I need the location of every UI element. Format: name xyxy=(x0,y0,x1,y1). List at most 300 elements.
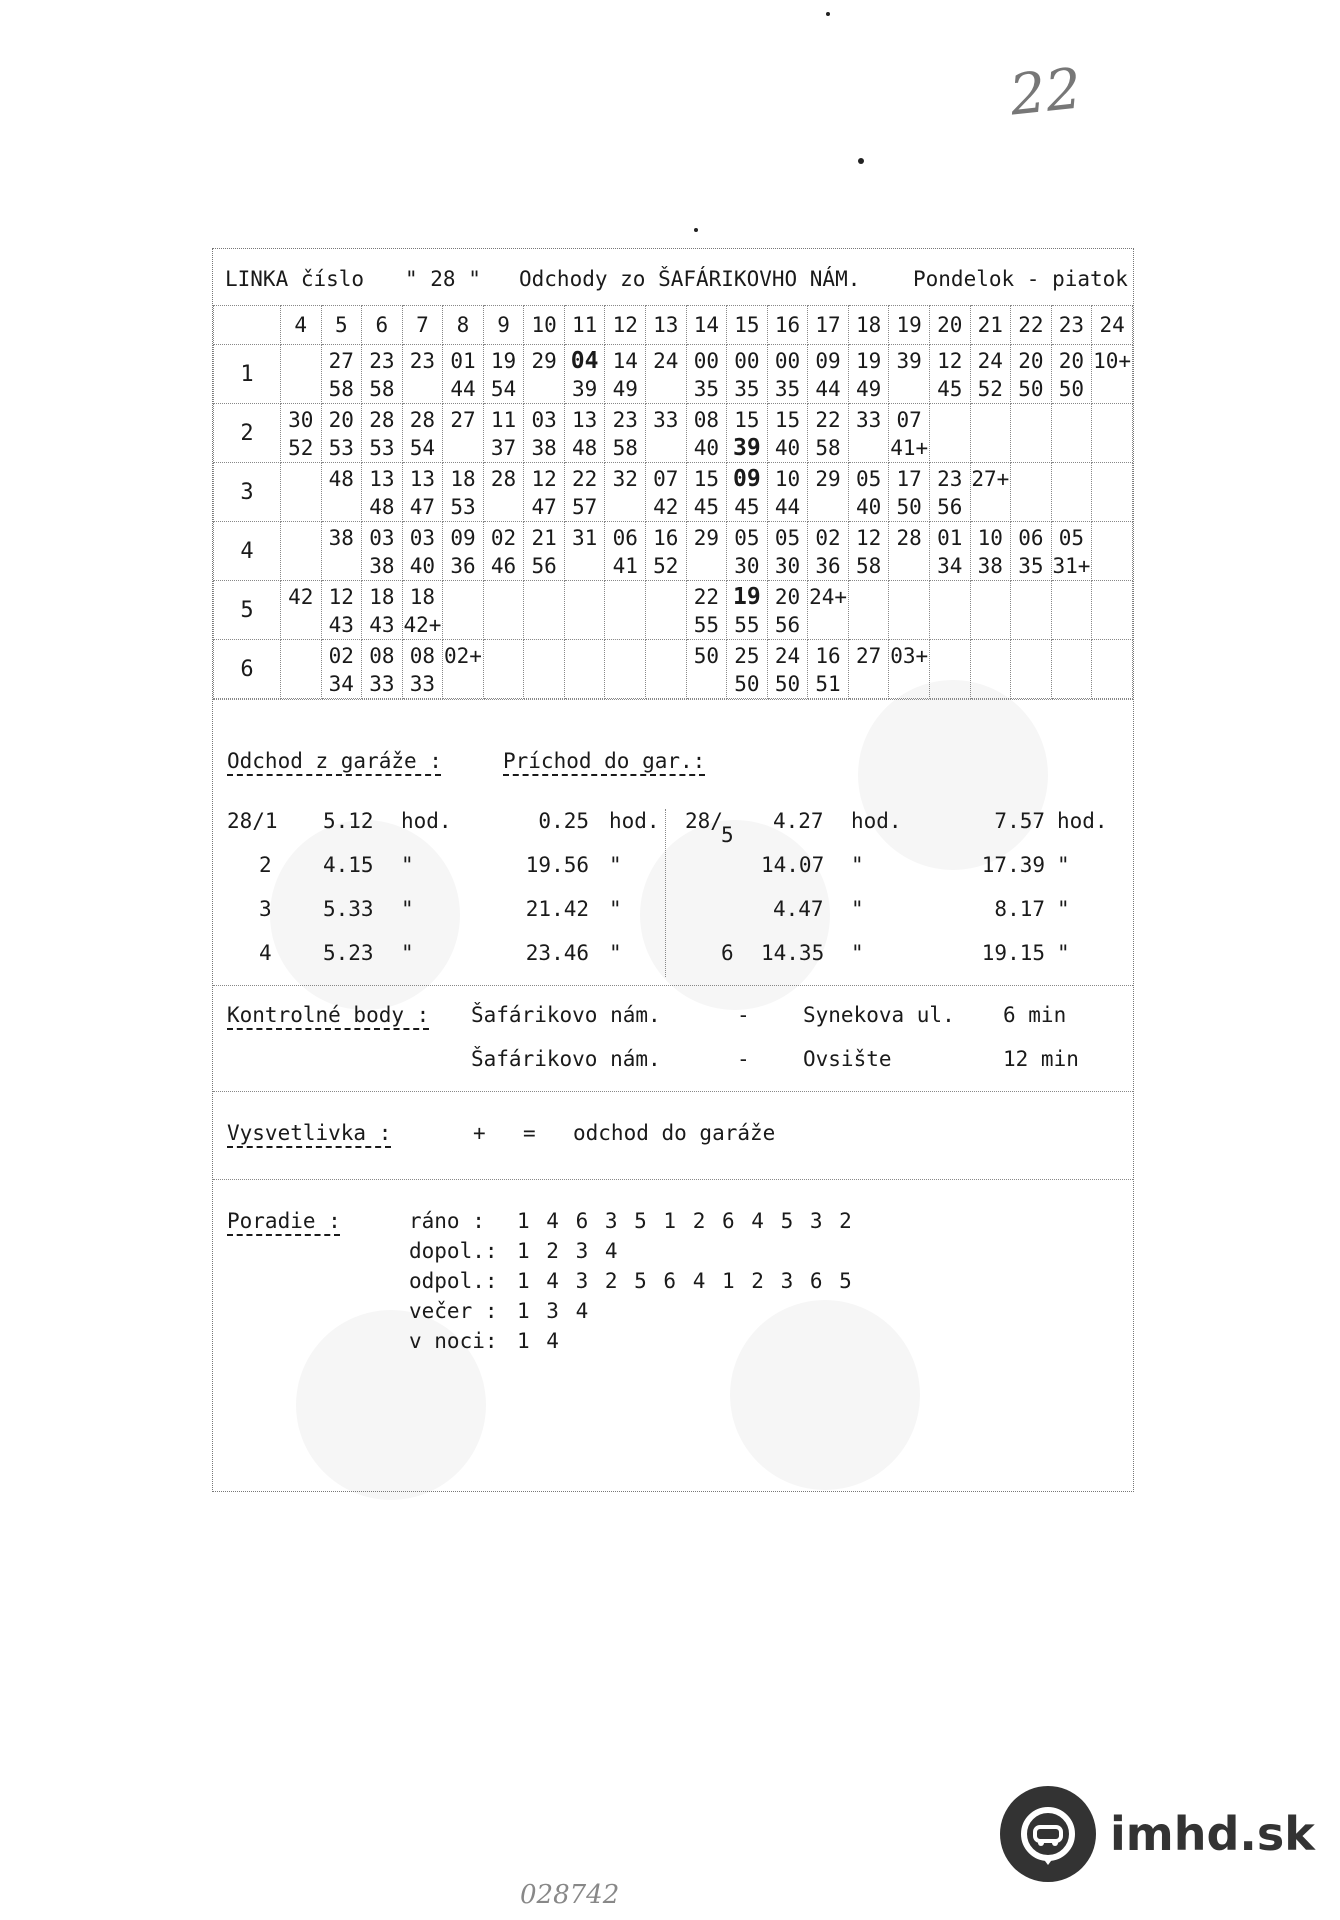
departure-minute xyxy=(971,670,1011,698)
departure-cell xyxy=(767,463,808,522)
departure-minute xyxy=(1052,493,1092,521)
departure-minute xyxy=(971,406,1011,434)
departure-minute xyxy=(1011,642,1051,670)
departure-minute xyxy=(281,524,321,552)
departure-minute xyxy=(524,642,564,670)
departure-minute xyxy=(971,583,1011,611)
departure-minute: 33 xyxy=(409,672,436,696)
line-number: " 28 " xyxy=(405,267,481,291)
departure-minute: 56 xyxy=(531,554,557,578)
hour-header: 8 xyxy=(443,306,484,345)
departure-minute: 28 xyxy=(369,408,395,432)
departure-minute: 11 xyxy=(490,408,517,432)
route-id: 4 xyxy=(259,941,272,965)
departure-cell xyxy=(524,640,565,699)
departure-minute xyxy=(1092,375,1132,403)
departure-minute: 39 xyxy=(896,349,922,373)
departure-minute: 15 xyxy=(693,467,719,491)
departure-minute xyxy=(1052,583,1092,611)
departure-minute xyxy=(1092,493,1132,521)
departure-minute: 42+ xyxy=(403,613,442,637)
departure-cell xyxy=(483,522,524,581)
departure-cell xyxy=(808,640,849,699)
departure-minute xyxy=(849,611,889,639)
departure-minute: 42 xyxy=(288,585,314,609)
departure-minute: 08 xyxy=(409,644,436,668)
departure-minute: 55 xyxy=(693,613,719,637)
departure-minute xyxy=(565,583,605,611)
garage-headings xyxy=(213,749,1133,789)
departure-cell xyxy=(280,640,321,699)
vehicle-row xyxy=(214,522,1133,581)
departure-minute: 58 xyxy=(855,554,882,578)
departure-minute: 27 xyxy=(450,408,476,432)
control-time: 6 min xyxy=(1003,1003,1067,1027)
departure-minute: 34 xyxy=(328,672,354,696)
departure-cell xyxy=(605,463,646,522)
departure-cell xyxy=(1051,404,1092,463)
garage-in-unit: " xyxy=(609,853,622,877)
timetable-sheet xyxy=(212,248,1134,1492)
hour-header: 14 xyxy=(686,306,727,345)
control-heading: Kontrolné body : xyxy=(227,1003,430,1027)
departure-minute xyxy=(1052,670,1092,698)
control-from: Šafárikovo nám. xyxy=(471,1003,661,1027)
departure-minute xyxy=(1011,670,1051,698)
departure-minute: 15 xyxy=(734,408,760,432)
line-label: LINKA číslo xyxy=(225,267,365,291)
departure-cell xyxy=(889,522,930,581)
timetable-grid xyxy=(213,305,1133,699)
departure-minute: 07 xyxy=(896,408,922,432)
departure-minute: 47 xyxy=(531,495,557,519)
departure-minute: 19 xyxy=(490,349,517,373)
legend-equals: = xyxy=(523,1121,536,1145)
control-dash: - xyxy=(737,1003,750,1027)
departure-cell xyxy=(808,404,849,463)
departure-cell xyxy=(889,345,930,404)
hour-header: 17 xyxy=(808,306,849,345)
departure-cell xyxy=(646,463,687,522)
departure-cell xyxy=(1092,640,1133,699)
garage-out-time: 5.23 xyxy=(323,941,374,965)
departures-title: Odchody zo ŠAFÁRIKOVHO NÁM. xyxy=(519,267,861,291)
departure-minute xyxy=(646,670,686,698)
garage-out-unit: " xyxy=(851,853,864,877)
garage-out-unit: " xyxy=(401,941,414,965)
departure-cell xyxy=(929,522,970,581)
departure-minute: 05 xyxy=(1058,526,1085,550)
departure-cell xyxy=(686,581,727,640)
departure-minute xyxy=(930,406,970,434)
departure-cell xyxy=(1011,404,1052,463)
departure-minute: 22 xyxy=(572,467,598,491)
imhd-bus-icon xyxy=(1000,1786,1096,1882)
departure-minute xyxy=(849,670,889,698)
departure-minute xyxy=(443,611,483,639)
departure-minute: 24 xyxy=(653,349,679,373)
departure-minute: 54 xyxy=(490,377,517,401)
departure-minute: 28 xyxy=(896,526,922,550)
departure-minute: 33 xyxy=(855,408,882,432)
departure-minute: 32 xyxy=(612,467,638,491)
order-value: 1 4 3 2 5 6 4 1 2 3 6 5 xyxy=(517,1269,854,1293)
garage-out-time: 14.35 xyxy=(761,941,825,965)
departure-minute xyxy=(889,583,929,611)
departure-minute xyxy=(687,670,727,698)
departure-cell xyxy=(1011,345,1052,404)
departure-minute: 05 xyxy=(855,467,882,491)
departure-minute xyxy=(605,670,645,698)
departure-cell xyxy=(767,522,808,581)
departure-cell xyxy=(848,581,889,640)
departure-minute: 58 xyxy=(328,377,354,401)
garage-in-unit: hod. xyxy=(1057,809,1108,833)
departure-cell xyxy=(280,463,321,522)
garage-out-unit: " xyxy=(851,897,864,921)
departure-cell xyxy=(362,522,403,581)
departure-minute: 12 xyxy=(937,349,963,373)
departure-cell xyxy=(443,581,484,640)
departure-minute: 39 xyxy=(733,435,761,461)
legend-symbol: + xyxy=(473,1121,486,1145)
departure-minute xyxy=(1092,406,1132,434)
garage-in-time: 23.46 xyxy=(525,941,589,965)
departure-cell xyxy=(402,345,443,404)
departure-cell xyxy=(929,463,970,522)
departure-cell xyxy=(929,581,970,640)
departure-minute: 21 xyxy=(531,526,557,550)
departure-minute: 28 xyxy=(409,408,436,432)
hour-header: 6 xyxy=(362,306,403,345)
departure-minute xyxy=(889,611,929,639)
departure-minute: 56 xyxy=(937,495,963,519)
departure-cell xyxy=(1092,463,1133,522)
departure-minute xyxy=(281,465,321,493)
departure-cell xyxy=(280,345,321,404)
departure-minute xyxy=(1092,524,1132,552)
departure-minute: 09 xyxy=(815,349,841,373)
garage-in-time: 0.25 xyxy=(538,809,589,833)
section-divider xyxy=(213,1091,1133,1092)
hour-header: 5 xyxy=(321,306,362,345)
departure-minute: 44 xyxy=(774,495,801,519)
departure-minute: 38 xyxy=(369,554,395,578)
departure-cell xyxy=(767,581,808,640)
order-label: odpol.: xyxy=(409,1269,498,1293)
departure-minute: 30 xyxy=(734,554,760,578)
garage-in-unit: " xyxy=(1057,897,1070,921)
departure-minute: 19 xyxy=(733,584,761,610)
departure-minute xyxy=(524,583,564,611)
departure-minute: 03 xyxy=(369,526,395,550)
departure-minute: 52 xyxy=(653,554,679,578)
departure-minute: 13 xyxy=(409,467,436,491)
departure-minute xyxy=(281,611,321,639)
departure-minute xyxy=(1011,611,1051,639)
departure-minute: 56 xyxy=(774,613,801,637)
route-id: 2 xyxy=(259,853,272,877)
hour-header: 15 xyxy=(727,306,768,345)
departure-cell xyxy=(808,345,849,404)
departure-minute: 02 xyxy=(328,644,354,668)
control-to: Synekova ul. xyxy=(803,1003,955,1027)
garage-in-time: 19.15 xyxy=(981,941,1045,965)
departure-cell xyxy=(605,581,646,640)
departure-minute: 35 xyxy=(734,377,760,401)
departure-minute: 49 xyxy=(612,377,638,401)
departure-minute xyxy=(1092,642,1132,670)
departure-minute xyxy=(605,611,645,639)
departure-cell xyxy=(848,345,889,404)
departure-cell xyxy=(889,404,930,463)
departure-minute: 03 xyxy=(531,408,557,432)
order-value: 1 4 6 3 5 1 2 6 4 5 3 2 xyxy=(517,1209,854,1233)
departure-minute: 27 xyxy=(855,644,882,668)
departure-cell xyxy=(727,463,768,522)
hour-header: 19 xyxy=(889,306,930,345)
hour-header: 9 xyxy=(483,306,524,345)
departure-cell xyxy=(970,345,1011,404)
ink-speck xyxy=(826,12,830,16)
departure-cell xyxy=(808,522,849,581)
departure-minute: 36 xyxy=(450,554,476,578)
departure-minute xyxy=(971,434,1011,462)
departure-minute xyxy=(646,583,686,611)
departure-cell xyxy=(646,581,687,640)
departure-cell xyxy=(889,640,930,699)
departure-minute: 04 xyxy=(570,348,599,374)
departure-minute: 53 xyxy=(450,495,476,519)
departure-cell xyxy=(686,404,727,463)
departure-minute: 35 xyxy=(693,377,719,401)
departure-minute xyxy=(281,375,321,403)
departure-minute: 34 xyxy=(937,554,963,578)
departure-minute xyxy=(322,552,362,580)
departure-minute: 53 xyxy=(328,436,354,460)
departure-cell xyxy=(929,404,970,463)
departure-cell xyxy=(1092,522,1133,581)
ink-speck xyxy=(858,158,864,164)
vehicle-number: 5 xyxy=(214,581,281,640)
departure-minute xyxy=(889,552,929,580)
departure-minute: 40 xyxy=(693,436,719,460)
departure-cell xyxy=(970,522,1011,581)
departure-minute: 33 xyxy=(653,408,679,432)
departure-minute: 39 xyxy=(572,377,598,401)
departure-cell xyxy=(605,640,646,699)
handwritten-archive-number: 028742 xyxy=(520,1880,620,1910)
departure-minute: 44 xyxy=(450,377,476,401)
departure-cell xyxy=(443,404,484,463)
departure-cell xyxy=(321,463,362,522)
departure-cell xyxy=(321,404,362,463)
hour-header: 18 xyxy=(848,306,889,345)
departure-minute: 24+ xyxy=(809,585,847,609)
departure-minute xyxy=(1052,642,1092,670)
departure-minute xyxy=(889,375,929,403)
vehicle-row xyxy=(214,463,1133,522)
departure-minute: 50 xyxy=(1058,377,1085,401)
route-prefix: 28/ xyxy=(685,809,723,833)
order-value: 1 2 3 4 xyxy=(517,1239,620,1263)
hour-header: 22 xyxy=(1011,306,1052,345)
departure-cell xyxy=(646,404,687,463)
departure-cell xyxy=(889,463,930,522)
garage-row xyxy=(213,853,1133,883)
departure-minute xyxy=(484,493,524,521)
control-time: 12 min xyxy=(1003,1047,1079,1071)
departure-cell xyxy=(646,522,687,581)
departure-minute: 50 xyxy=(693,644,719,668)
departure-minute xyxy=(605,493,645,521)
garage-in-time: 7.57 xyxy=(994,809,1045,833)
departure-minute: 27 xyxy=(328,349,354,373)
departure-minute xyxy=(281,493,321,521)
vehicle-row xyxy=(214,404,1133,463)
departure-minute: 53 xyxy=(369,436,395,460)
departure-minute: 18 xyxy=(409,585,436,609)
hour-header-row xyxy=(214,306,1133,345)
departure-minute: 55 xyxy=(734,613,760,637)
departure-cell xyxy=(970,581,1011,640)
departure-minute: 50 xyxy=(896,495,922,519)
departure-cell xyxy=(686,522,727,581)
hour-header: 21 xyxy=(970,306,1011,345)
garage-out-time: 5.12 xyxy=(323,809,374,833)
departure-minute: 00 xyxy=(734,349,760,373)
departure-cell xyxy=(767,404,808,463)
departure-minute: 18 xyxy=(369,585,395,609)
departure-cell xyxy=(686,345,727,404)
departure-cell xyxy=(564,522,605,581)
garage-in-time: 21.42 xyxy=(525,897,589,921)
departure-minute xyxy=(1011,406,1051,434)
route-id: 3 xyxy=(259,897,272,921)
departure-minute: 27+ xyxy=(971,467,1010,491)
departure-cell xyxy=(321,345,362,404)
departure-minute: 52 xyxy=(288,436,314,460)
departure-cell xyxy=(767,640,808,699)
departure-minute xyxy=(524,611,564,639)
departure-cell xyxy=(443,640,484,699)
departure-cell xyxy=(483,463,524,522)
departure-minute xyxy=(565,552,605,580)
departure-cell xyxy=(605,522,646,581)
departure-minute xyxy=(605,583,645,611)
departure-minute xyxy=(443,583,483,611)
departure-cell xyxy=(889,581,930,640)
hour-header: 7 xyxy=(402,306,443,345)
departure-cell xyxy=(970,463,1011,522)
departure-minute: 13 xyxy=(369,467,395,491)
departure-cell xyxy=(362,640,403,699)
departure-minute: 05 xyxy=(774,526,801,550)
departure-minute: 40 xyxy=(855,495,882,519)
control-from: Šafárikovo nám. xyxy=(471,1047,661,1071)
departure-cell xyxy=(727,345,768,404)
departure-minute: 50 xyxy=(774,672,801,696)
garage-out-unit: hod. xyxy=(851,809,902,833)
departure-minute: 31 xyxy=(572,526,598,550)
vehicle-row xyxy=(214,581,1133,640)
departure-minute: 51 xyxy=(815,672,841,696)
departure-minute: 01 xyxy=(450,349,476,373)
departure-minute xyxy=(484,670,524,698)
departure-minute xyxy=(281,670,321,698)
garage-in-time: 19.56 xyxy=(525,853,589,877)
section-divider xyxy=(213,985,1133,986)
order-heading: Poradie : xyxy=(227,1209,341,1233)
departure-minute: 48 xyxy=(369,495,395,519)
departure-minute xyxy=(1011,583,1051,611)
departure-minute: 50 xyxy=(734,672,760,696)
garage-out-time: 4.27 xyxy=(773,809,824,833)
section-divider xyxy=(213,699,1133,700)
departure-minute: 45 xyxy=(734,495,760,519)
departure-cell xyxy=(1051,640,1092,699)
departure-minute: 43 xyxy=(369,613,395,637)
departure-minute: 20 xyxy=(1018,349,1044,373)
departure-minute: 07 xyxy=(653,467,679,491)
garage-in-unit: " xyxy=(1057,941,1070,965)
departure-cell xyxy=(321,640,362,699)
departure-minute xyxy=(1092,611,1132,639)
departure-minute: 25 xyxy=(734,644,760,668)
departure-cell xyxy=(483,640,524,699)
departure-minute xyxy=(687,552,727,580)
departure-cell xyxy=(524,345,565,404)
departure-cell xyxy=(929,345,970,404)
departure-minute: 57 xyxy=(572,495,598,519)
hour-header: 16 xyxy=(767,306,808,345)
departure-cell xyxy=(280,522,321,581)
departure-minute xyxy=(524,375,564,403)
departure-minute xyxy=(1092,583,1132,611)
departure-cell xyxy=(280,404,321,463)
departure-minute xyxy=(443,670,483,698)
departure-minute: 16 xyxy=(653,526,679,550)
departure-minute xyxy=(1052,434,1092,462)
departure-cell xyxy=(727,640,768,699)
imhd-logo-text: imhd.sk xyxy=(1110,1807,1315,1861)
departure-cell xyxy=(443,345,484,404)
departure-minute: 29 xyxy=(693,526,719,550)
hour-header: 10 xyxy=(524,306,565,345)
departure-minute: 48 xyxy=(328,467,354,491)
departure-cell xyxy=(727,404,768,463)
departure-minute: 49 xyxy=(855,377,882,401)
garage-out-unit: " xyxy=(401,897,414,921)
order-label: dopol.: xyxy=(409,1239,498,1263)
departure-minute xyxy=(605,642,645,670)
departure-minute: 29 xyxy=(815,467,841,491)
departure-cell xyxy=(321,522,362,581)
departure-minute: 09 xyxy=(733,466,761,492)
departure-cell xyxy=(970,640,1011,699)
departure-cell xyxy=(1011,640,1052,699)
garage-in-time: 17.39 xyxy=(981,853,1045,877)
departure-minute: 02 xyxy=(490,526,517,550)
departure-minute: 16 xyxy=(815,644,841,668)
departure-minute: 40 xyxy=(409,554,436,578)
departure-minute xyxy=(443,434,483,462)
departure-minute: 41 xyxy=(612,554,638,578)
departure-minute xyxy=(1052,611,1092,639)
departure-cell xyxy=(848,463,889,522)
departure-minute: 47 xyxy=(409,495,436,519)
route-id: 6 xyxy=(721,941,734,965)
